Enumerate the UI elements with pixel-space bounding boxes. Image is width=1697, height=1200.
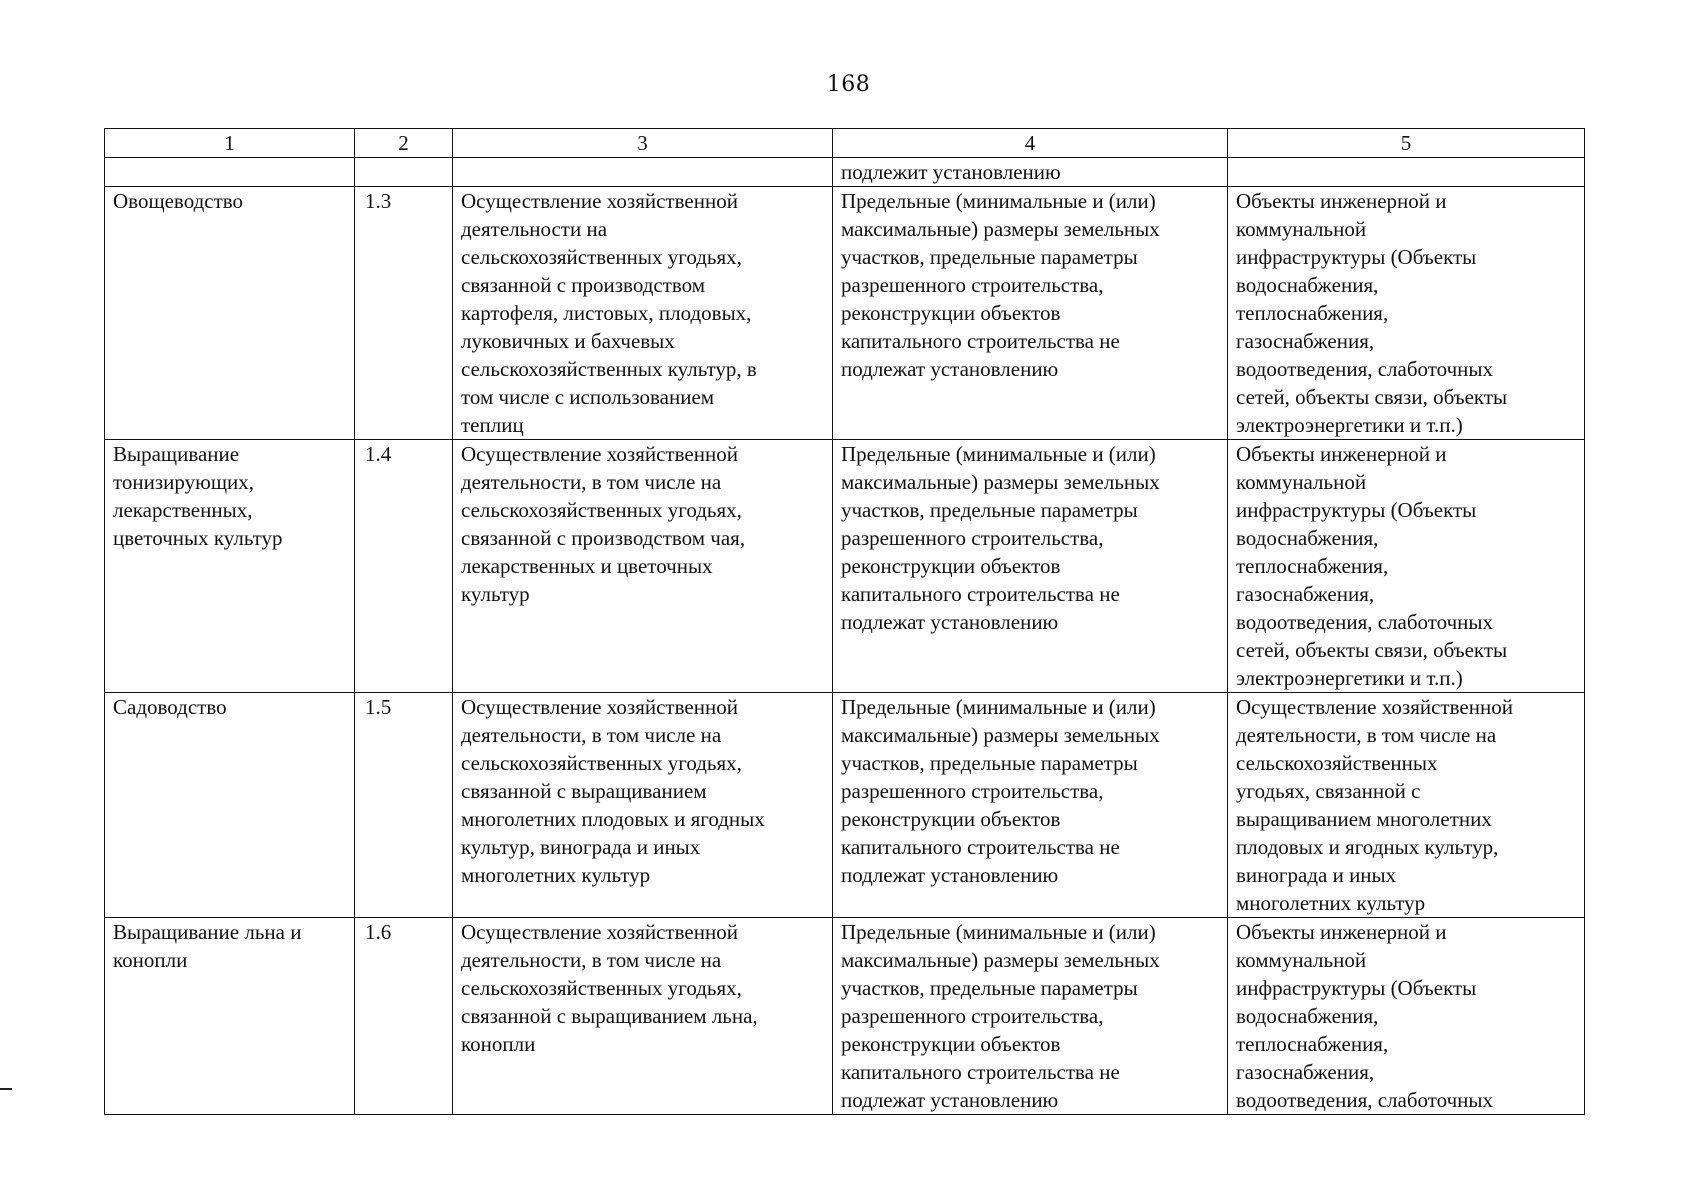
land-use-name: Овощеводство (105, 187, 355, 440)
page-number: 168 (826, 72, 871, 97)
continuation-row (105, 158, 1585, 187)
table-row (105, 187, 1585, 440)
land-use-code: 1.6 (355, 918, 453, 1115)
continuation-cell-3 (453, 158, 833, 187)
column-header-5: 5 (1228, 129, 1585, 158)
column-header-2: 2 (355, 129, 453, 158)
land-use-code: 1.3 (355, 187, 453, 440)
land-use-name: Выращивание тонизирующих, лекарственных, цветочных культур (105, 440, 355, 693)
land-use-name: Садоводство (105, 693, 355, 918)
column-header-3: 3 (453, 129, 833, 158)
land-use-description: Осуществление хозяйственной деятельности на сельскохозяйственных угодьях, связанной с производством картофеля, листовых, плодовых, луковичных и бахчевых сельскохозяйственных культур, в том числе с использованием теплиц (453, 187, 833, 440)
column-header-1: 1 (105, 129, 355, 158)
continuation-cell-1 (105, 158, 355, 187)
continuation-cell-5 (1228, 158, 1585, 187)
land-use-objects: Осуществление хозяйственной деятельности, в том числе на сельскохозяйственных угодьях, связанной с выращиванием многолетних плодовых и ягодных культур, винограда и иных многолетних культур (1228, 693, 1585, 918)
land-use-objects: Объекты инженерной и коммунальной инфраструктуры (Объекты водоснабжения, теплоснабжения, газоснабжения, водоотведения, слаботочных сетей, объекты связи, объекты электроэнергетики и т.п.) (1228, 440, 1585, 693)
land-use-table (104, 128, 1585, 1115)
land-use-description: Осуществление хозяйственной деятельности, в том числе на сельскохозяйственных угодьях, связанной с производством чая, лекарственных и цветочных культур (453, 440, 833, 693)
continuation-cell-2 (355, 158, 453, 187)
land-use-code: 1.4 (355, 440, 453, 693)
scan-edge-mark (0, 1088, 12, 1090)
land-use-limits: Предельные (минимальные и (или) максимальные) размеры земельных участков, предельные параметры разрешенного строительства, реконструкции объектов капитального строительства не подлежат установлению (833, 918, 1228, 1115)
land-use-code: 1.5 (355, 693, 453, 918)
column-header-4: 4 (833, 129, 1228, 158)
land-use-limits: Предельные (минимальные и (или) максимальные) размеры земельных участков, предельные параметры разрешенного строительства, реконструкции объектов капитального строительства не подлежат установлению (833, 440, 1228, 693)
header-row (105, 129, 1585, 158)
land-use-objects: Объекты инженерной и коммунальной инфраструктуры (Объекты водоснабжения, теплоснабжения, газоснабжения, водоотведения, слаботочных (1228, 918, 1585, 1115)
land-use-description: Осуществление хозяйственной деятельности, в том числе на сельскохозяйственных угодьях, связанной с выращиванием многолетних плодовых и ягодных культур, винограда и иных многолетних культур (453, 693, 833, 918)
land-use-name: Выращивание льна и конопли (105, 918, 355, 1115)
table-row (105, 693, 1585, 918)
continuation-text: подлежит установлению (841, 160, 1061, 184)
land-use-limits: Предельные (минимальные и (или) максимальные) размеры земельных участков, предельные параметры разрешенного строительства, реконструкции объектов капитального строительства не подлежат установлению (833, 187, 1228, 440)
continuation-cell-4 (833, 158, 1228, 187)
table-row (105, 918, 1585, 1115)
land-use-description: Осуществление хозяйственной деятельности, в том числе на сельскохозяйственных угодьях, связанной с выращиванием льна, конопли (453, 918, 833, 1115)
land-use-limits: Предельные (минимальные и (или) максимальные) размеры земельных участков, предельные параметры разрешенного строительства, реконструкции объектов капитального строительства не подлежат установлению (833, 693, 1228, 918)
land-use-objects: Объекты инженерной и коммунальной инфраструктуры (Объекты водоснабжения, теплоснабжения, газоснабжения, водоотведения, слаботочных сетей, объекты связи, объекты электроэнергетики и т.п.) (1228, 187, 1585, 440)
table-row (105, 440, 1585, 693)
